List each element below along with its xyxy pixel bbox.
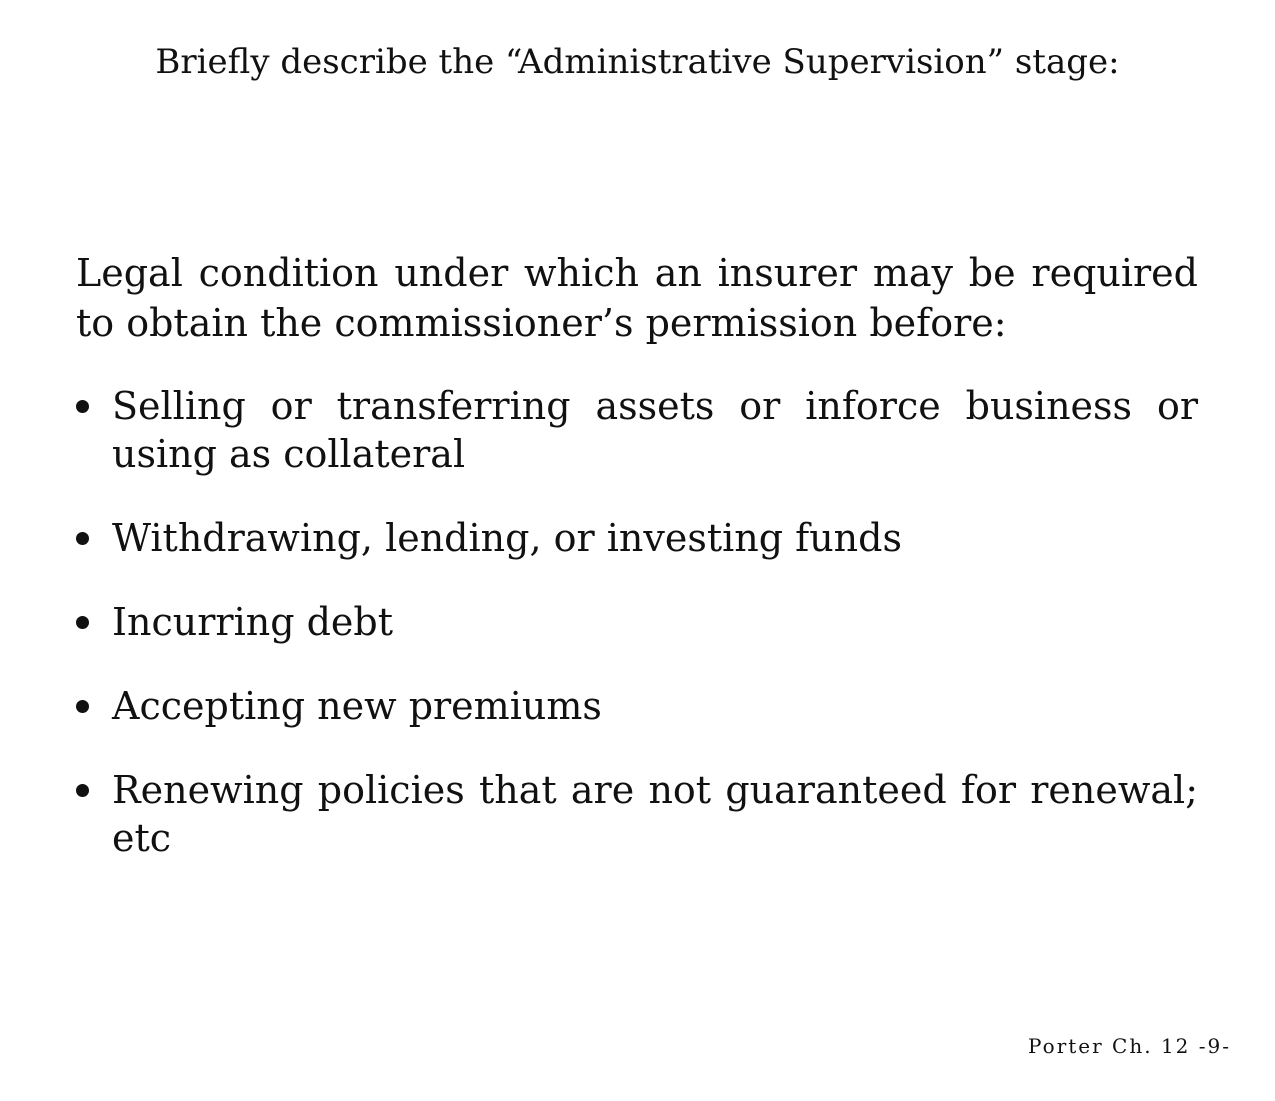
page-footer <box>1028 1034 1231 1058</box>
bullet-dot-icon <box>76 532 89 545</box>
question-heading: Briefly describe the “Administrative Supervision” stage: <box>155 42 1120 82</box>
bullet-dot-icon <box>76 616 89 629</box>
footer-page-number: -9- <box>1198 1034 1231 1058</box>
bullet-text: Withdrawing, lending, or investing funds <box>112 516 902 560</box>
bullet-text: Accepting new premiums <box>112 684 602 728</box>
bullet-item <box>76 682 1198 730</box>
bullet-text: Incurring debt <box>112 600 394 644</box>
bullet-item <box>76 598 1198 646</box>
bullet-list <box>76 382 1198 897</box>
bullet-item <box>76 766 1198 862</box>
bullet-item <box>76 514 1198 562</box>
bullet-dot-icon <box>76 700 89 713</box>
footer-source: Porter Ch. 12 <box>1028 1034 1191 1058</box>
bullet-item <box>76 382 1198 478</box>
answer-intro: Legal condition under which an insurer may be required to obtain the commissioner’s permission before: <box>76 251 1198 345</box>
bullet-dot-icon <box>76 400 89 413</box>
bullet-text: Selling or transferring assets or inforce business or using as collateral <box>112 384 1198 476</box>
bullet-text: Renewing policies that are not guaranteed for renewal; etc <box>112 768 1198 860</box>
bullet-dot-icon <box>76 784 89 797</box>
